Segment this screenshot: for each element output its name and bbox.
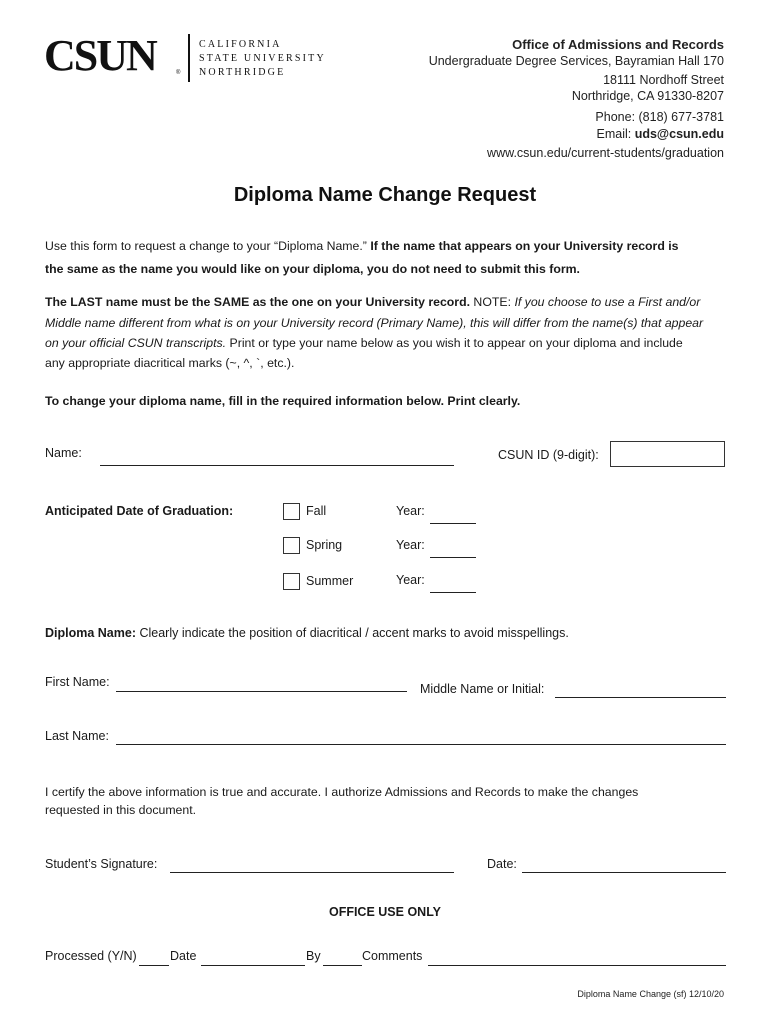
csun-id-label: CSUN ID (9-digit): (498, 448, 599, 462)
office-email (597, 128, 725, 141)
office-street: 18111 Nordhoff Street (603, 73, 724, 87)
diploma-name-label: Diploma Name: (45, 626, 136, 640)
office-city: Northridge, CA 91330-8207 (571, 89, 724, 103)
middle-name-label: Middle Name or Initial: (420, 682, 545, 696)
fall-label: Fall (306, 504, 327, 518)
office-dept: Undergraduate Degree Services, Bayramian Hall 170 (428, 54, 724, 68)
office-use-heading: OFFICE USE ONLY (328, 905, 442, 919)
diploma-name-heading (45, 627, 569, 640)
summer-year-label: Year: (396, 573, 425, 587)
registered-mark: ® (176, 70, 181, 76)
summer-year-field[interactable] (430, 592, 476, 593)
fall-year-label: Year: (396, 504, 425, 518)
logo-line-state-university: STATE UNIVERSITY (199, 53, 326, 64)
signature-date-label: Date: (487, 857, 517, 871)
office-phone: Phone: (818) 677-3781 (595, 110, 724, 124)
lastname-rule: The LAST name must be the SAME as the one on your University record. (45, 295, 471, 309)
note-italic-3: on your official CSUN transcripts. (45, 336, 227, 350)
intro-bold-2: the same as the name you would like on your diploma, you do not need to submit this form. (45, 262, 580, 276)
note-plain-3: Print or type your name below as you wish it to appear on your diploma and include (226, 336, 683, 350)
processed-label: Processed (Y/N) (45, 949, 137, 963)
office-date-label: Date (170, 949, 197, 963)
csun-id-field[interactable] (610, 441, 725, 467)
certify-line-1: I certify the above information is true and accurate. I authorize Admissions and Records to make the changes (45, 785, 639, 799)
lastname-note-line-2 (45, 313, 735, 334)
grad-date-label: Anticipated Date of Graduation: (45, 504, 234, 518)
lastname-note-line-3 (45, 333, 735, 354)
name-field[interactable] (100, 465, 454, 466)
logo-line-california: CALIFORNIA (199, 39, 282, 50)
comments-field[interactable] (428, 965, 726, 966)
spring-year-field[interactable] (430, 557, 476, 558)
processed-field[interactable] (139, 965, 169, 966)
logo-divider (188, 34, 190, 82)
summer-label: Summer (306, 574, 354, 588)
email-label: Email: (596, 127, 635, 141)
lastname-note-line-4: any appropriate diacritical marks (~, ^, `, etc.). (45, 356, 295, 370)
first-name-field[interactable] (116, 691, 407, 692)
diploma-name-hint: Clearly indicate the position of diacritical / accent marks to avoid misspellings. (136, 626, 569, 640)
middle-name-field[interactable] (555, 697, 726, 698)
fall-year-field[interactable] (430, 523, 476, 524)
office-name: Office of Admissions and Records (512, 37, 724, 52)
fall-checkbox[interactable] (283, 503, 300, 520)
summer-checkbox[interactable] (283, 573, 300, 590)
by-field[interactable] (323, 965, 362, 966)
lastname-note-line-1 (45, 292, 735, 313)
note-italic-1: If you choose to use a First and/or (514, 295, 701, 309)
intro-bold: If the name that appears on your University record is (370, 239, 679, 253)
office-web[interactable]: www.csun.edu/current-students/graduation (487, 146, 724, 160)
signature-field[interactable] (170, 872, 454, 873)
form-version-footer: Diploma Name Change (sf) 12/10/20 (577, 989, 724, 999)
spring-year-label: Year: (396, 538, 425, 552)
last-name-label: Last Name: (45, 729, 109, 743)
intro-line-1 (45, 236, 735, 257)
logo-line-northridge: NORTHRIDGE (199, 67, 286, 78)
signature-date-field[interactable] (522, 872, 726, 873)
last-name-field[interactable] (116, 744, 726, 745)
intro-text: Use this form to request a change to your “Diploma Name.” (45, 239, 371, 253)
by-label: By (306, 949, 321, 963)
office-date-field[interactable] (201, 965, 305, 966)
csun-logo: CSUN (44, 31, 156, 80)
instruction: To change your diploma name, fill in the required information below. Print clearly. (45, 394, 521, 408)
note-label: NOTE: (470, 295, 515, 309)
signature-label: Student’s Signature: (45, 857, 158, 871)
email-link[interactable]: uds@csun.edu (634, 127, 724, 141)
name-label: Name: (45, 446, 82, 460)
intro-line-2 (45, 259, 735, 280)
spring-label: Spring (306, 538, 343, 552)
spring-checkbox[interactable] (283, 537, 300, 554)
first-name-label: First Name: (45, 675, 110, 689)
comments-label: Comments (362, 949, 423, 963)
note-italic-2: Middle name different from what is on your University record (Primary Name), this will differ from the name(s) that appear (45, 316, 704, 330)
page-title: Diploma Name Change Request (233, 184, 537, 206)
certify-line-2: requested in this document. (45, 803, 197, 817)
